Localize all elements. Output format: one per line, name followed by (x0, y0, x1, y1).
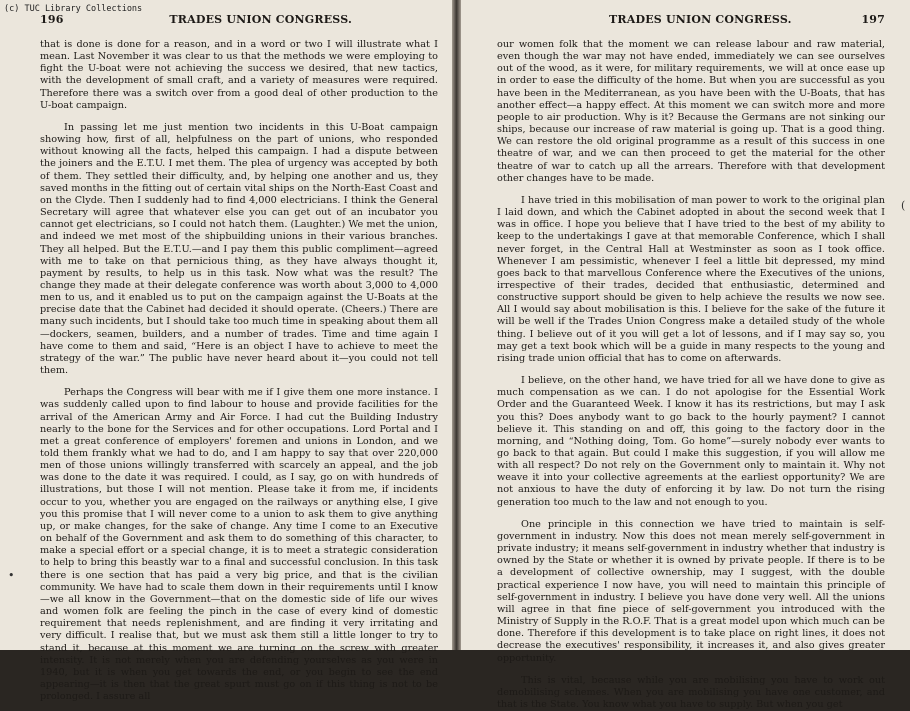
margin-bracket-mark: ( (901, 199, 906, 212)
right-page-body (497, 39, 885, 711)
left-running-title: TRADES UNION CONGRESS. (169, 13, 352, 26)
paragraph: our women folk that the moment we can release labour and raw material, even though the war may not have ended, immediately we can see ourselves out of the wood, as it were, for military requirements, we will at once ease up in order to ease the difficulty of the home. But when you are successful as you have been in the Mediterranean, as you have been with the U-Boats, that has another effect—a happy effect. At this moment we can switch more and more people to air production. Why is it? Because the Germans are not sinking our ships, because our increase of raw material is going up. That is a good thing. We can restore the old original programme as a result of this success in one theatre of war, and we can then proceed to get the material for the other theatre of war to catch up all the arrears. Therefore with that development other changes have to be made. (497, 39, 885, 184)
paragraph: I have tried in this mobilisation of man power to work to the original plan I laid down, and which the Cabinet adopted in about the second week that I was in office. I hope you believe that I have tried to the best of my ability to keep to the undertakings I gave at that memorable Conference, which I shall never forget, in the Central Hall at Westminster as soon as I took office. Whenever I am pessimistic, whenever I feel a little bit depressed, my mind goes back to that marvellous Conference where the Executives of the unions, irrespective of their trades, decided that enthusiastic, determined and constructive support should be given to help achieve the results we now see. All I would say about mobilisation is this. I believe for the sake of the future it will be well if the Trades Union Congress make a detailed study of the whole thing. I believe out of it you will get a lot of lessons, and if I may say so, you may get a text book which will be a guide in many respects to the young and rising trade union official that has to come on afterwards. (497, 194, 885, 364)
left-page (0, 0, 452, 703)
paragraph: that is done is done for a reason, and in a word or two I will illustrate what I mean. Last November it was clear to us that the methods we were employing to fight the U-boat were not achieving the success we desired, that new tactics, with the development of small craft, and a variety of measures were required. Therefore there was a switch over from a good deal of other production to the U-boat campaign. (40, 39, 438, 111)
right-page-number: 197 (861, 13, 885, 26)
paragraph: One principle in this connection we have tried to maintain is self-government in industry. Now this does not mean merely self-government in private industry; it means self-government in industry whether that industry is owned by the State or whether it is owned by private people. If there is to be a development of collective ownership, may I suggest, with the double practical experience I now have, you will need to maintain this principle of self-government in industry. I believe you have done very well. All the unions will agree in that fine piece of self-government you introduced with the Ministry of Supply in the R.O.F. That is a great model upon which much can be done. Therefore if this development is to take place on right lines, it does not decrease the executives' responsibility, it increases it, and also gives greater opportunity. (497, 518, 885, 664)
left-page-number: 196 (40, 13, 64, 26)
paragraph: Perhaps the Congress will bear with me if I give them one more instance. I was suddenly called upon to find labour to house and provide facilities for the arrival of the American Army and Air Force. I had cut the Building Industry nearly to the bone for the Services and for other occupations. Lord Portal and I met a great conference of employers' foremen and unions in London, and we told them frankly what we had to do, and I am happy to say that over 220,000 men of those unions willingly transferred with scarcely an appeal, and the job was done to the date it was required. I could, as I say, go on with hundreds of illustrations, but those I will not mention. Please take it from me, if incidents occur to you, whether you are engaged on the railways or anything else, I give you this promise that I will never come to a union to ask them to give anything up, or make changes, for the sake of change. Any time I come to an Executive on behalf of the Government and ask them to do something of this character, to make a special effort or a special change, it is to meet a strategic consideration to help to bring this beastly war to a final and successful conclusion. In this task there is one section that has paid a very big price, and that is the civilian community. We have had to scale them down in their requirements until I know—we all know in the Government—that on the domestic side of life our wives and women folk are feeling the pinch in the case of every kind of domestic requirement that needs replenishment, and are finding it very irritating and very difficult. I realise that, but we must ask them still a little longer to try to stand it, because at this moment we are turning on the screw with greater intensity. It is not merely when you are defending yourselves as you were in 1940, but it is when you get towards the end, or you begin to see the end appearing—it is then that the great spurt must go on if this thing is not to be prolonged. I assure all (40, 387, 438, 703)
right-page (461, 0, 910, 710)
book-gutter (452, 0, 461, 650)
margin-dot-mark: • (8, 569, 15, 582)
paragraph: This is vital, because while you are mobilising you have to work out demobilising schemes. When you are mobilising you have one customer, and that is the State. You know what you have to supply. But when you get (497, 674, 885, 710)
paragraph: I believe, on the other hand, we have tried for all we have done to give as much compensation as we can. I do not apologise for the Essential Work Order and the Guaranteed Week. I know it has its restrictions, but may I ask you this? Does anybody want to go back to the hourly payment? I cannot believe it. This standing on and off, this going to the factory door in the morning, and “Nothing doing, Tom. Go home”—surely nobody ever wants to go back to that again. But could I make this suggestion, if you will allow me with all respect? Do not rely on the Government only to maintain it. Why not weave it into your collective agreements at the earliest opportunity? We are not anxious to have the duty of enforcing it by law. Do not turn the rising generation too much to the law and not enough to you. (497, 375, 885, 508)
left-running-head (40, 13, 438, 27)
left-page-body (40, 39, 438, 703)
paragraph: In passing let me just mention two incidents in this U-Boat campaign showing how, first of all, helpfulness on the part of unions, who responded without knowing all the facts, helped this campaign. I had a dispute between the joiners and the E.T.U. I met them. The plea of urgency was accepted by both of them. They settled their difficulty, and, by helping one another and us, they saved months in the fitting out of certain vital ships on the North-East Coast and on the Clyde. Then I suddenly had to find 4,000 electricians. I think the General Secretary will agree that whatever else you can get out of an incubator you cannot get electricians, so I could not hatch them. (Laughter.) We met the union, and indeed we met most of the shipbuilding unions in their various branches. They all helped. But the E.T.U.—and I pay them this public compliment—agreed with me to take on that pernicious thing, as they have always thought it, payment by results, to help us in this task. Now what was the result? The change they made at their delegate conference was worth about 3,000 to 4,000 men to us, and it enabled us to put on the campaign against the U-Boats at the precise date that the Cabinet had decided it should operate. (Cheers.) There are many such incidents, but I should take too much time in speaking about them all—dockers, seamen, builders, and a number of trades. Time and time again I have come to them and said, “Here is an object I have to achieve to meet the strategy of the war.” The public have never heard about it—you could not tell them. (40, 121, 438, 377)
right-running-title: TRADES UNION CONGRESS. (609, 13, 792, 26)
watermark: (c) TUC Library Collections (4, 4, 143, 14)
right-running-head (497, 13, 885, 27)
